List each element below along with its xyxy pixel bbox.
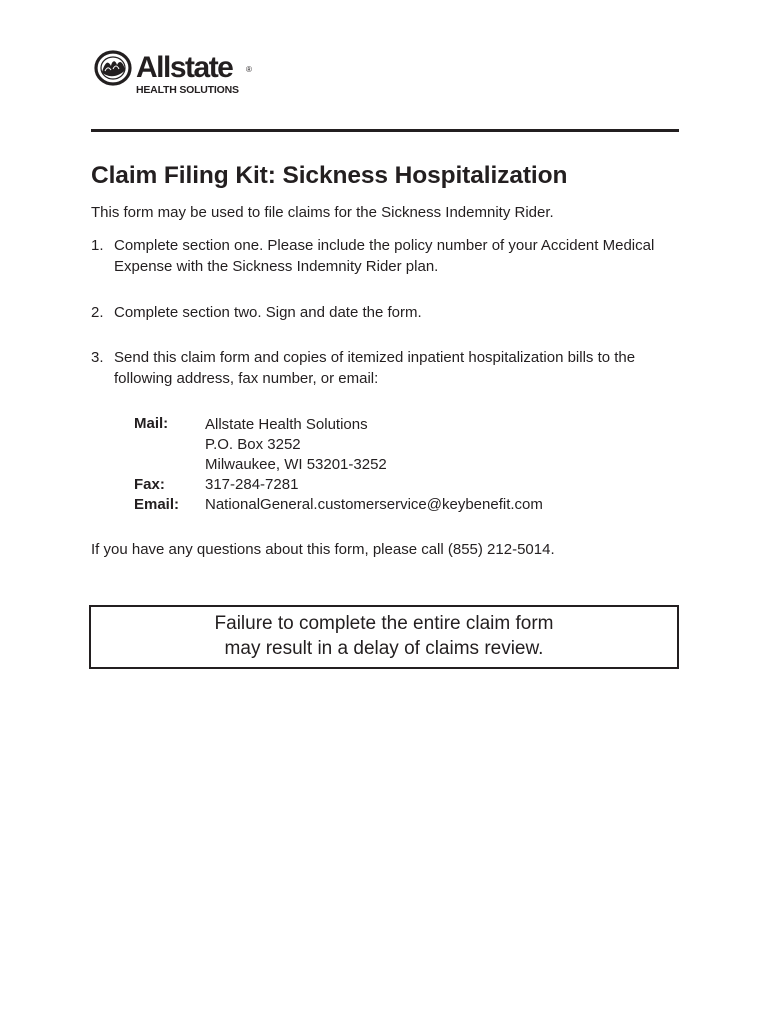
email-label: Email: <box>134 496 180 513</box>
header-divider <box>91 129 679 132</box>
logo-wordmark: Allstate <box>136 51 233 84</box>
step-number: 1. <box>91 237 104 254</box>
allstate-logo <box>94 48 264 100</box>
mail-address-line-1: Allstate Health Solutions <box>205 416 368 433</box>
step-number: 2. <box>91 304 104 321</box>
notice-line-2: may result in a delay of claims review. <box>224 638 544 659</box>
good-hands-icon <box>94 50 134 86</box>
step-text: Complete section two. Sign and date the form. <box>114 304 422 321</box>
instruction-step-2 <box>91 302 681 323</box>
step-text: Complete section one. Please include the policy number of your Accident Medical Expense with the Sickness Indemnity Rider plan. <box>114 237 655 275</box>
mail-label: Mail: <box>134 415 169 432</box>
email-address: NationalGeneral.customerservice@keybenefit.com <box>205 496 543 513</box>
instruction-step-3 <box>91 347 681 389</box>
logo-subtitle: HEALTH SOLUTIONS <box>136 84 239 96</box>
notice-box <box>89 605 679 669</box>
page-title: Claim Filing Kit: Sickness Hospitalization <box>91 162 568 189</box>
fax-label: Fax: <box>134 476 165 493</box>
step-number: 3. <box>91 349 104 366</box>
notice-line-1: Failure to complete the entire claim form <box>214 613 554 634</box>
mail-address-line-3: Milwaukee, WI 53201-3252 <box>205 456 387 473</box>
instruction-step-1 <box>91 235 681 277</box>
intro-text: This form may be used to file claims for the Sickness Indemnity Rider. <box>91 204 554 221</box>
questions-text: If you have any questions about this form, please call (855) 212-5014. <box>91 541 555 558</box>
registered-mark: ® <box>246 65 252 74</box>
step-text: Send this claim form and copies of itemized inpatient hospitalization bills to the following address, fax number, or email: <box>114 349 636 387</box>
fax-number: 317-284-7281 <box>205 476 299 493</box>
mail-address-line-2: P.O. Box 3252 <box>205 436 301 453</box>
